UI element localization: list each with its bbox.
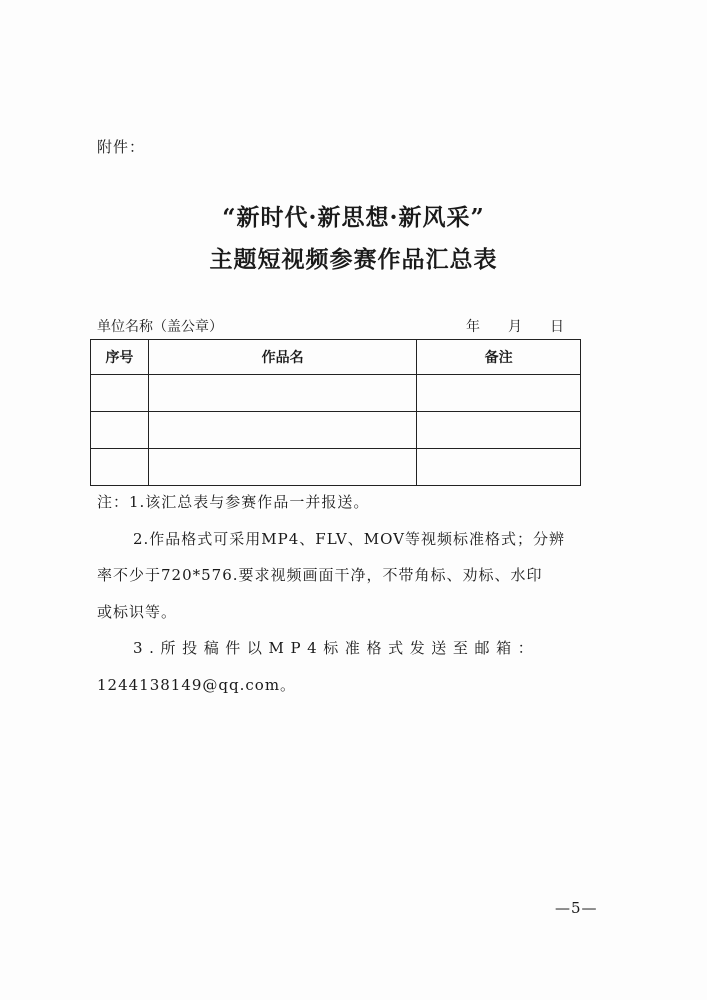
date-year-label: 年	[466, 319, 480, 335]
header-work-name: 作品名	[148, 340, 416, 375]
note-item-1: 注：1.该汇总表与参赛作品一并报送。	[97, 493, 370, 511]
table-cell	[91, 375, 149, 412]
attachment-label: 附件：	[97, 138, 146, 156]
header-serial-number: 序号	[91, 340, 149, 375]
table-cell	[91, 412, 149, 449]
page-number: —5—	[555, 899, 598, 917]
note-item-2-line-2: 率不少于720*576.要求视频画面干净，不带角标、劝标、水印	[97, 566, 543, 584]
table-cell	[417, 412, 581, 449]
table-cell	[417, 375, 581, 412]
header-remarks: 备注	[417, 340, 581, 375]
table-cell	[91, 449, 149, 486]
table-cell	[417, 449, 581, 486]
table-header-row	[91, 340, 581, 375]
document-title-line-2: 主题短视频参赛作品汇总表	[209, 246, 498, 273]
table-cell	[148, 449, 416, 486]
table-row	[91, 375, 581, 412]
note-item-2-line-3: 或标识等。	[97, 603, 178, 621]
note-item-2-line-1: 2.作品格式可采用MP4、FLV、MOV等视频标准格式；分辨	[133, 530, 565, 548]
table-row	[91, 412, 581, 449]
note-item-3-line-1: 3.所投稿件以MP4标准格式发送至邮箱：	[133, 639, 540, 657]
table-cell	[148, 412, 416, 449]
table-cell	[148, 375, 416, 412]
unit-name-label: 单位名称（盖公章）	[97, 319, 223, 335]
document-title-line-1: “新时代·新思想·新风采”	[222, 204, 485, 231]
date-month-label: 月	[508, 319, 522, 335]
date-day-label: 日	[550, 319, 564, 335]
summary-table	[90, 339, 581, 486]
note-item-3-email: 1244138149@qq.com。	[97, 676, 297, 694]
table-row	[91, 449, 581, 486]
